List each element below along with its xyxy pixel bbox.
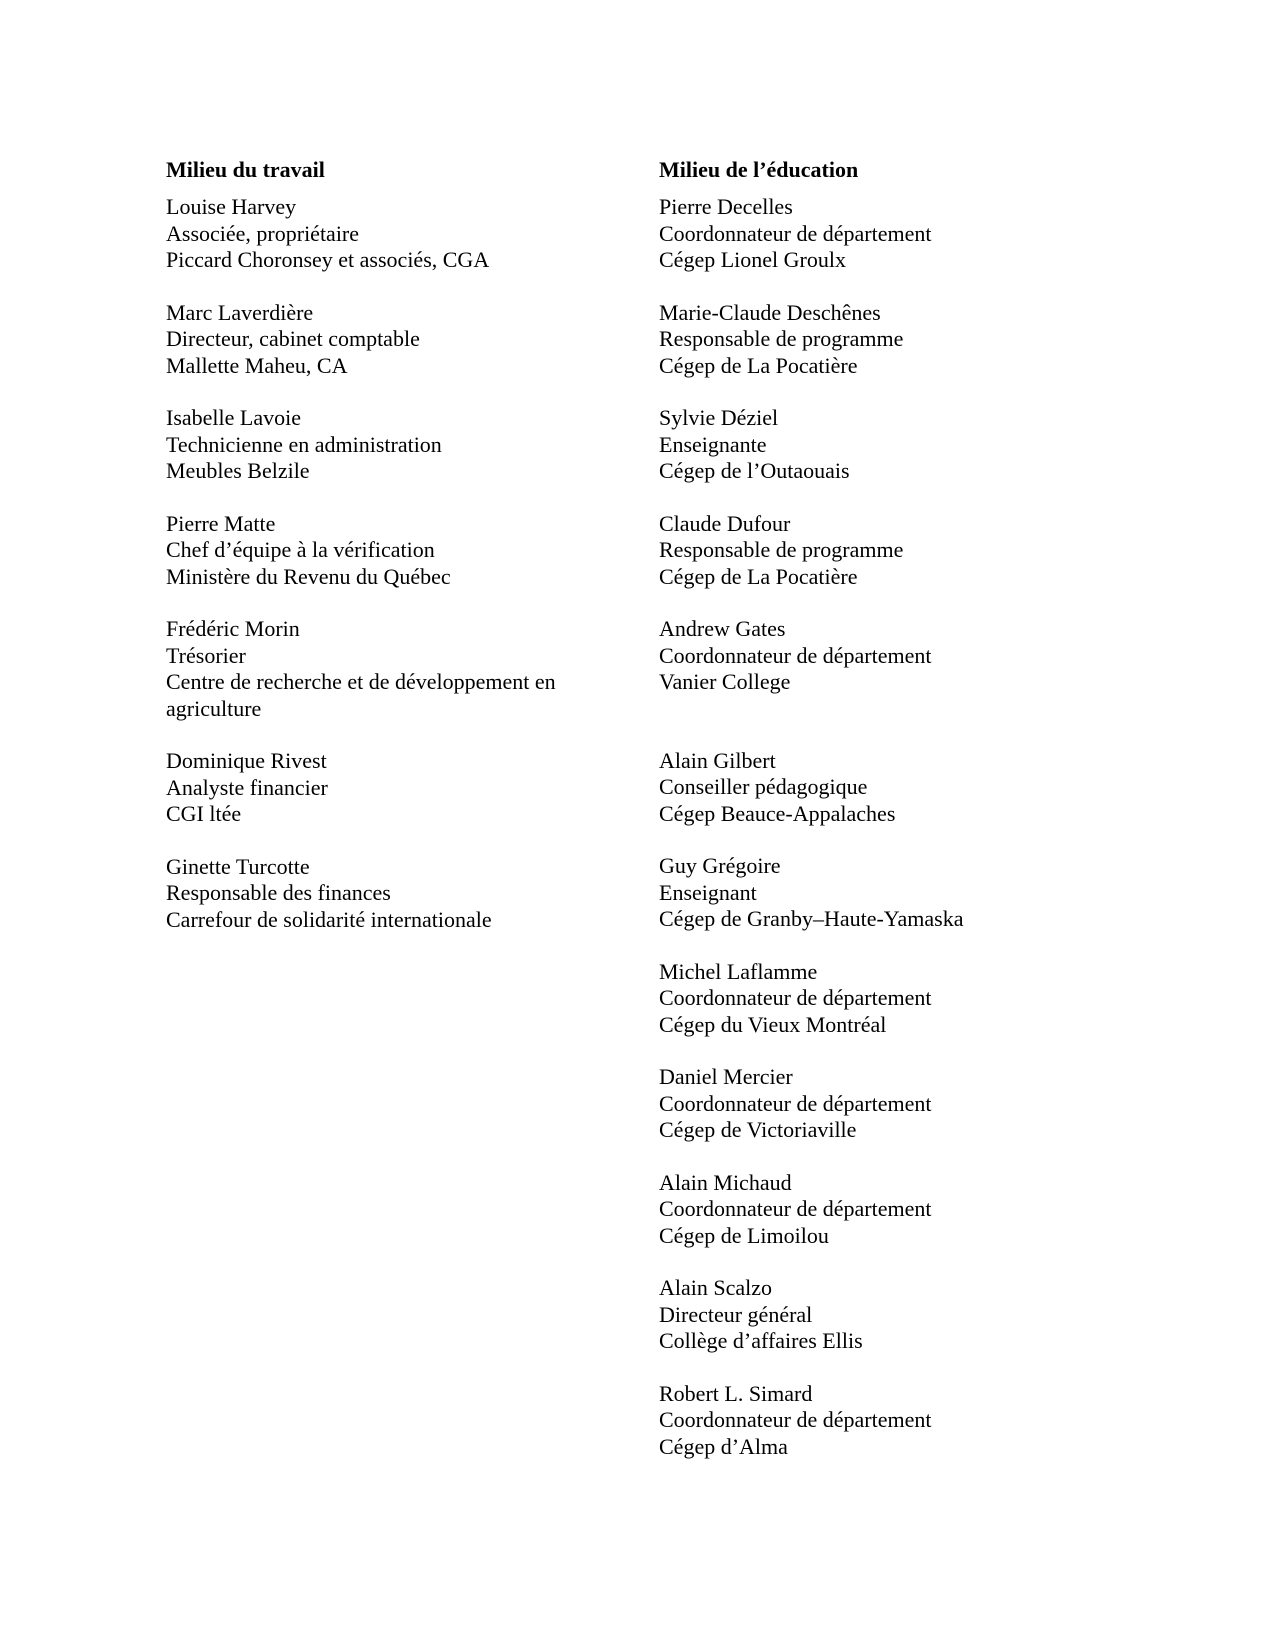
- contact-organization: Cégep de La Pocatière: [659, 352, 858, 378]
- contact-name: Alain Michaud: [659, 1169, 792, 1195]
- column-heading: Milieu de l’éducation: [659, 157, 859, 182]
- contact-organization: Centre de recherche et de développement en agriculture: [166, 669, 556, 721]
- contact-organization: Meubles Belzile: [166, 458, 310, 483]
- contact-name: Michel Laflamme: [659, 958, 818, 984]
- contact-name: Marc Laverdière: [166, 299, 314, 325]
- contact-name: Louise Harvey: [166, 194, 297, 219]
- contact-title: Directeur général: [659, 1301, 813, 1327]
- contact-name: Sylvie Déziel: [659, 405, 779, 430]
- contact-entry: [166, 854, 626, 934]
- contact-name: Isabelle Lavoie: [166, 405, 301, 430]
- column-milieu-du-travail: [166, 157, 626, 959]
- contact-name: Alain Scalzo: [659, 1275, 773, 1300]
- contact-title: Conseiller pédagogique: [659, 774, 868, 799]
- contact-title: Coordonnateur de département: [659, 1407, 932, 1432]
- contact-organization: Cégep Beauce-Appalaches: [659, 800, 896, 826]
- contact-organization: Cégep Lionel Groulx: [659, 247, 846, 272]
- contact-title: Associée, propriétaire: [166, 220, 360, 246]
- contact-title: Enseignante: [659, 431, 767, 457]
- contact-title: Trésorier: [166, 642, 246, 668]
- contact-entry: [659, 405, 1139, 485]
- contact-entry: [659, 1064, 1139, 1144]
- contact-organization: Mallette Maheu, CA: [166, 352, 348, 378]
- contact-entry: [166, 511, 626, 591]
- contact-name: Frédéric Morin: [166, 616, 300, 641]
- contact-entry: [659, 1381, 1139, 1461]
- contact-name: Marie-Claude Deschênes: [659, 299, 881, 325]
- contact-organization: Cégep de Granby–Haute-Yamaska: [659, 906, 964, 931]
- contact-name: Pierre Matte: [166, 510, 276, 536]
- contact-title: Coordonnateur de département: [659, 642, 932, 668]
- contact-title: Responsable de programme: [659, 537, 904, 562]
- contact-entry: [659, 300, 1139, 380]
- contact-entry: [659, 959, 1139, 1039]
- contact-organization: Vanier College: [659, 669, 791, 694]
- contact-title: Coordonnateur de département: [659, 220, 932, 246]
- contact-name: Pierre Decelles: [659, 194, 793, 219]
- column-milieu-de-l-education: [659, 157, 1139, 1486]
- contact-organization: Cégep de Limoilou: [659, 1222, 829, 1248]
- contact-name: Alain Gilbert: [659, 747, 776, 773]
- contact-title: Coordonnateur de département: [659, 1196, 932, 1221]
- contact-entry: [659, 853, 1139, 933]
- contact-organization: Ministère du Revenu du Québec: [166, 563, 451, 589]
- contact-entry: [659, 1170, 1139, 1250]
- contact-title: Enseignant: [659, 879, 757, 905]
- contact-name: Ginette Turcotte: [166, 853, 310, 879]
- contact-entry: [166, 405, 626, 485]
- contact-entry: [166, 300, 626, 380]
- contact-name: Claude Dufour: [659, 510, 791, 536]
- contact-entry: [659, 194, 1139, 274]
- contact-name: Daniel Mercier: [659, 1064, 793, 1089]
- contact-title: Analyste financier: [166, 774, 328, 800]
- contact-organization: Carrefour de solidarité internationale: [166, 906, 492, 932]
- contact-organization: Piccard Choronsey et associés, CGA: [166, 247, 490, 272]
- contact-name: Dominique Rivest: [166, 748, 327, 773]
- contact-name: Guy Grégoire: [659, 853, 781, 878]
- contact-title: Technicienne en administration: [166, 431, 442, 457]
- contact-organization: Cégep de La Pocatière: [659, 563, 858, 589]
- contact-name: Andrew Gates: [659, 616, 786, 641]
- contact-organization: Cégep d’Alma: [659, 1433, 788, 1459]
- contact-title: Responsable des finances: [166, 880, 391, 905]
- contact-organization: Cégep du Vieux Montréal: [659, 1011, 887, 1037]
- contact-title: Coordonnateur de département: [659, 985, 932, 1010]
- contact-organization: Cégep de l’Outaouais: [659, 458, 850, 483]
- contact-entry: [659, 748, 1139, 828]
- contact-organization: Cégep de Victoriaville: [659, 1117, 857, 1142]
- contact-entry: [659, 616, 1139, 696]
- contact-organization: Collège d’affaires Ellis: [659, 1328, 863, 1353]
- contact-title: Chef d’équipe à la vérification: [166, 537, 435, 562]
- contact-name: Robert L. Simard: [659, 1380, 813, 1406]
- contact-title: Coordonnateur de département: [659, 1090, 932, 1116]
- contact-title: Responsable de programme: [659, 326, 904, 351]
- contact-entry: [659, 1275, 1139, 1355]
- contact-entry: [166, 194, 626, 274]
- contact-title: Directeur, cabinet comptable: [166, 326, 420, 351]
- contact-organization: CGI ltée: [166, 801, 242, 826]
- contact-entry: [166, 616, 626, 722]
- column-heading: Milieu du travail: [166, 157, 325, 182]
- contact-entry: [659, 511, 1139, 591]
- contact-entry: [166, 748, 626, 828]
